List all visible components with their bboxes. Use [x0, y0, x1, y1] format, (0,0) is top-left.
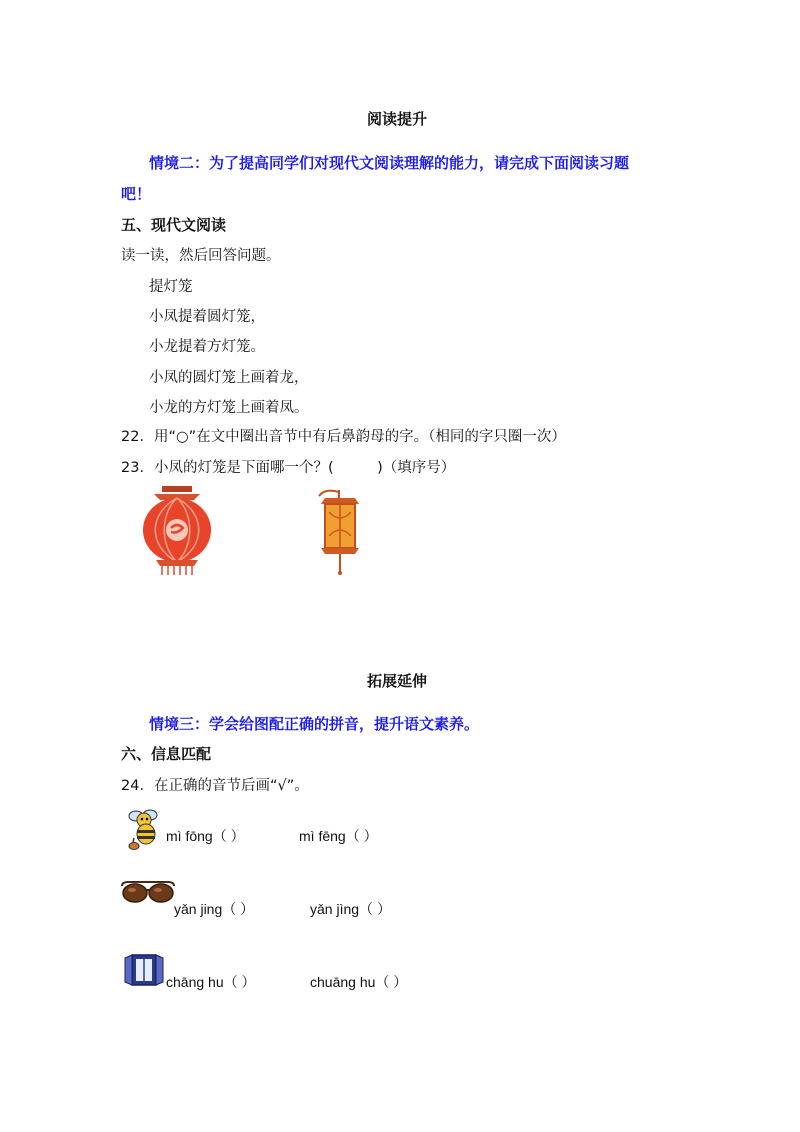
poem-title: 提灯笼	[149, 279, 193, 295]
answer-blank[interactable]: （ ）	[375, 974, 408, 990]
square-palace-lantern-icon	[315, 486, 365, 576]
poem-line: 小凤的圆灯笼上画着龙，	[149, 370, 309, 386]
pinyin-row-3-alt	[310, 972, 408, 992]
scenario-2-line2: 吧！	[121, 185, 152, 203]
option-yan-jing-fourth: yǎn jìng	[310, 901, 360, 917]
question-24: 24．在正确的音节后画“√”。	[121, 778, 309, 794]
answer-blank[interactable]: （ ）	[345, 828, 378, 844]
option-mi-fong: mì fōng	[166, 828, 213, 844]
answer-blank[interactable]: （ ）	[212, 828, 245, 844]
scenario-3: 情境三：学会给图配正确的拼音，提升语文素养。	[149, 715, 480, 733]
pinyin-row-1-alt	[299, 826, 376, 846]
option-mi-feng: mì fēng	[299, 828, 346, 844]
pinyin-row-3	[166, 972, 254, 992]
section-title-reading: 阅读提升	[367, 110, 428, 128]
reading-instruction: 读一读，然后回答问题。	[121, 248, 281, 264]
heading-modern-reading: 五、现代文阅读	[121, 216, 227, 234]
answer-blank[interactable]: （ ）	[222, 901, 255, 917]
poem-line: 小凤提着圆灯笼，	[149, 309, 265, 325]
pinyin-row-1	[166, 826, 243, 846]
window-icon	[124, 952, 164, 988]
question-23: 23．小凤的灯笼是下面哪一个？( )（填序号）	[121, 460, 456, 476]
section-title-extension: 拓展延伸	[367, 672, 428, 690]
option-chuang-hu: chuāng hu	[310, 974, 376, 990]
scenario-2-line1: 情境二：为了提高同学们对现代文阅读理解的能力，请完成下面阅读习题	[149, 154, 630, 172]
option-yan-jing-neutral: yǎn jing	[174, 901, 223, 917]
option-chang-hu: chāng hu	[166, 974, 224, 990]
answer-blank[interactable]: （ ）	[223, 974, 256, 990]
poem-line: 小龙提着方灯笼。	[149, 339, 265, 355]
red-round-lantern-icon	[140, 484, 214, 576]
poem-line: 小龙的方灯笼上画着凤。	[149, 400, 309, 416]
pinyin-row-2	[174, 899, 255, 919]
bee-icon	[122, 806, 166, 850]
sunglasses-icon	[120, 880, 176, 908]
pinyin-row-2-alt	[310, 899, 389, 919]
answer-blank[interactable]: （ ）	[359, 901, 391, 917]
heading-info-matching: 六、信息匹配	[121, 745, 212, 763]
question-22: 22．用“○”在文中圈出音节中有后鼻韵母的字。（相同的字只圈一次）	[121, 429, 566, 445]
